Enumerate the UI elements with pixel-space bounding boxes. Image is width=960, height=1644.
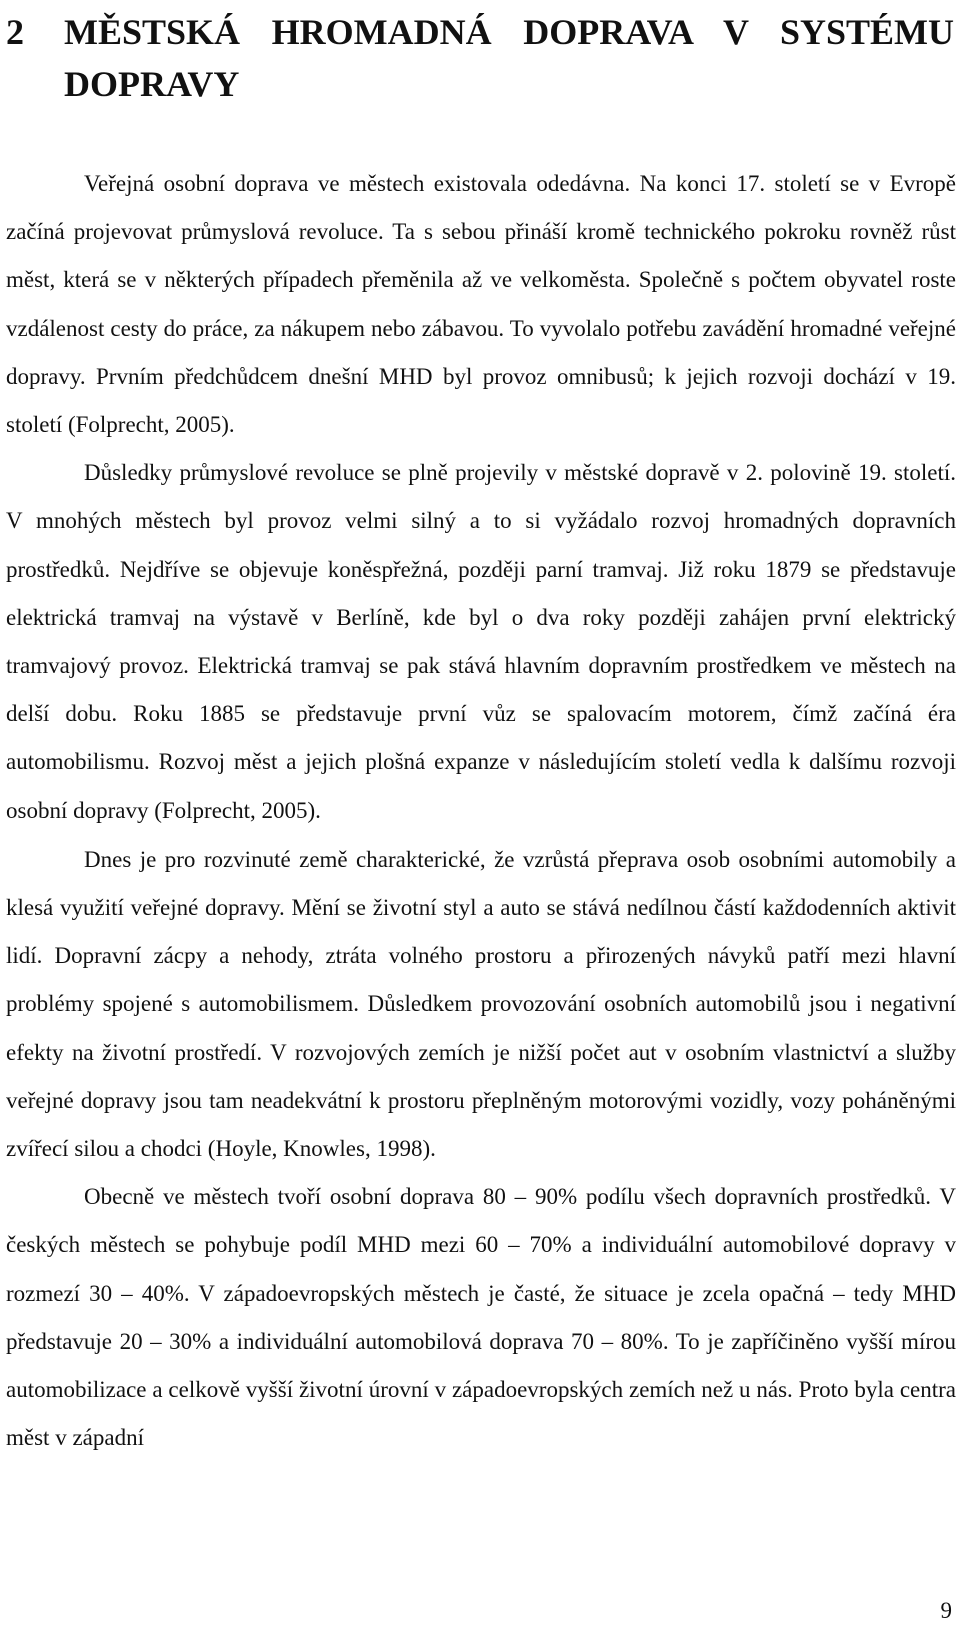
body-text (6, 160, 956, 1462)
paragraph-4: Obecně ve městech tvoří osobní doprava 80 – 90% podílu všech dopravních prostředků. V českých městech se pohybuje podíl MHD mezi 60 – 70% a individuální automobilové dopravy v rozmezí 30 – 40%. V západoevropských městech je časté, že situace je zcela opačná – tedy MHD představuje 20 – 30% a individuální automobilová doprava 70 – 80%. To je zapříčiněno vyšší mírou automobilizace a celkově vyšší životní úrovní v západoevropských zemích než u nás. Proto byla centra měst v západní (6, 1184, 956, 1451)
page-number: 9 (940, 1598, 952, 1623)
document-page (6, 0, 956, 1644)
chapter-number: 2 (6, 12, 24, 52)
chapter-title-line-1: MĚSTSKÁ HROMADNÁ DOPRAVA V SYSTÉMU (64, 12, 954, 52)
paragraph-3: Dnes je pro rozvinuté země charakterické, že vzrůstá přeprava osob osobními automobily a klesá využití veřejné dopravy. Mění se životní styl a auto se stává nedílnou částí každodenních aktivit lidí. Dopravní zácpy a nehody, ztráta volného prostoru a přirozených návyků patří mezi hlavní problémy spojené s automobilismem. Důsledkem provozování osobních automobilů jsou i negativní efekty na životní prostředí. V rozvojových zemích je nižší počet aut v osobním vlastnictví a služby veřejné dopravy jsou tam neadekvátní k prostoru přeplněným motorovými vozidly, vozy poháněnými zvířecí silou a chodci (Hoyle, Knowles, 1998). (6, 846, 956, 1162)
paragraph-2: Důsledky průmyslové revoluce se plně projevily v městské dopravě v 2. polovině 19. století. V mnohých městech byl provoz velmi silný a to si vyžádalo rozvoj hromadných dopravních prostředků. Nejdříve se objevuje koněspřežná, později parní tramvaj. Již roku 1879 se představuje elektrická tramvaj na výstavě v Berlíně, kde byl o dva roky později zahájen první elektrický tramvajový provoz. Elektrická tramvaj se pak stává hlavním dopravním prostředkem ve městech na delší dobu. Roku 1885 se představuje první vůz se spalovacím motorem, čímž začíná éra automobilismu. Rozvoj měst a jejich plošná expanze v následujícím století vedla k dalšímu rozvoji osobní dopravy (Folprecht, 2005). (6, 460, 956, 823)
chapter-title-line-2: DOPRAVY (64, 64, 240, 104)
paragraph-1: Veřejná osobní doprava ve městech existovala odedávna. Na konci 17. století se v Evropě začíná projevovat průmyslová revoluce. Ta s sebou přináší kromě technického pokroku rovněž růst měst, která se v některých případech přeměnila až ve velkoměsta. Společně s počtem obyvatel roste vzdálenost cesty do práce, za nákupem nebo zábavou. To vyvolalo potřebu zavádění hromadné veřejné dopravy. Prvním předchůdcem dnešní MHD byl provoz omnibusů; k jejich rozvoji dochází v 19. století (Folprecht, 2005). (6, 171, 956, 438)
